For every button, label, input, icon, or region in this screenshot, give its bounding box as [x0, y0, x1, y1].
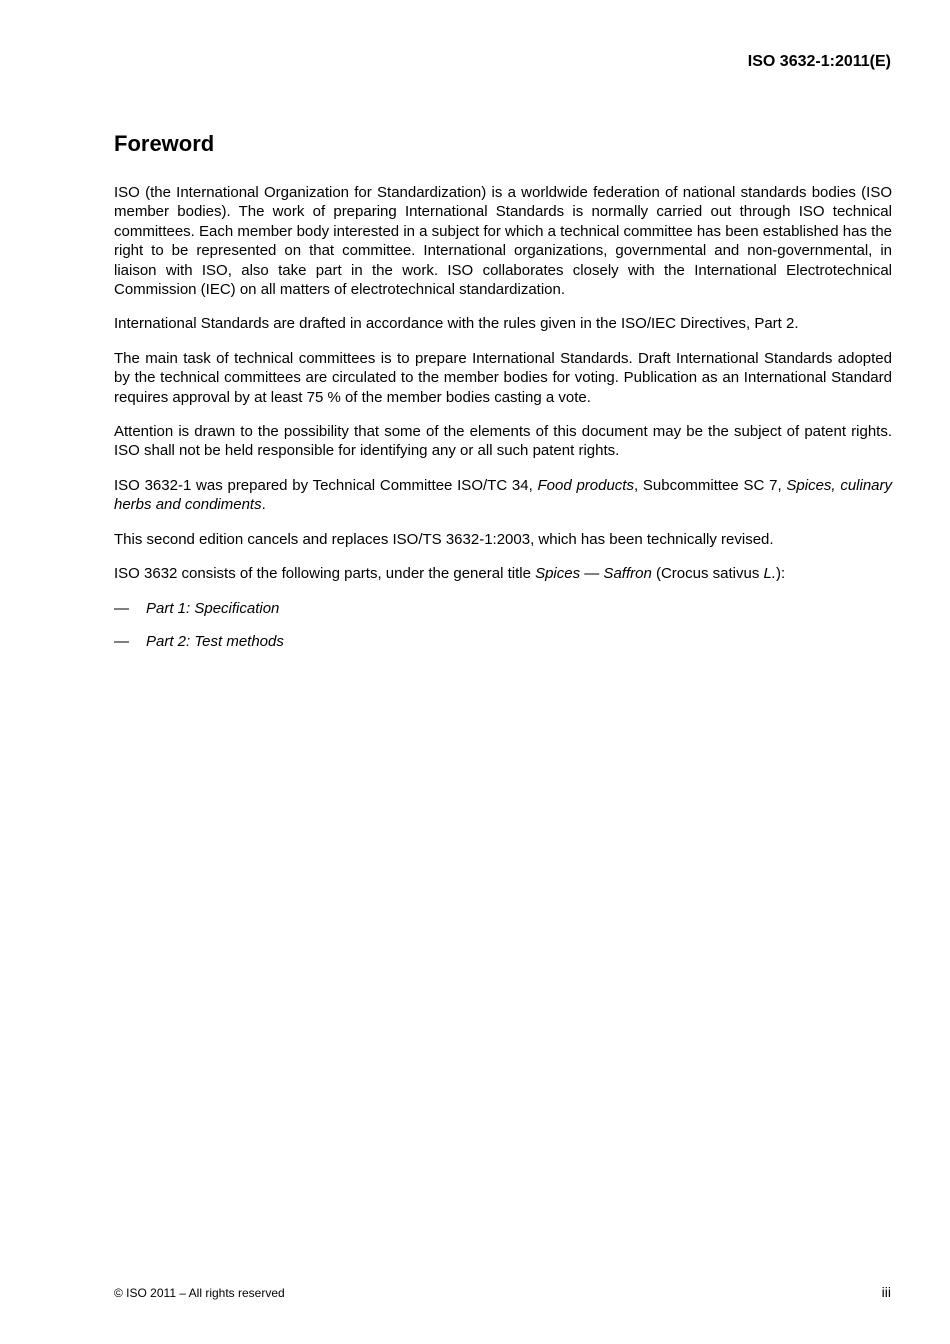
part-title: Part 1: Specification [146, 599, 280, 617]
prepared-by-text-3: . [261, 496, 266, 514]
paragraph-parts-intro [114, 564, 892, 583]
committee-name: Food products [537, 476, 634, 494]
page-number: iii [881, 1284, 891, 1300]
paragraph-patent-notice: Attention is drawn to the possibility that some of the elements of this document may be the subject of patent rights. ISO shall not be held responsible for identifying any or all such patent rights. [114, 423, 892, 460]
copyright-notice: © ISO 2011 – All rights reserved [114, 1286, 285, 1300]
subcommittee-name: Spices, culinary herbs and condiments [114, 476, 893, 514]
foreword-body [114, 183, 892, 665]
prepared-by-text: ISO 3632-1 was prepared by Technical Committee ISO/TC 34, [114, 476, 538, 494]
paragraph-directives: International Standards are drafted in accordance with the rules given in the ISO/IEC Directives, Part 2. [114, 315, 799, 333]
list-item [114, 632, 892, 651]
parts-intro-text-2: (Crocus sativus [651, 565, 764, 583]
paragraph-committee-task: The main task of technical committees is to prepare International Standards. Draft International Standards adopted by the technical committees are circulated to the member bodies for voting. Publication as an International Standard requires approval by at least 75 % of the member bodies casting a vote. [114, 349, 892, 406]
paragraph-prepared-by [114, 476, 892, 515]
list-dash: — [114, 632, 129, 650]
paragraph-edition: This second edition cancels and replaces ISO/TS 3632-1:2003, which has been technically revised. [114, 530, 774, 548]
document-code: ISO 3632-1:2011(E) [747, 53, 891, 70]
parts-intro-text-3: ): [776, 565, 786, 583]
parts-intro-text: ISO 3632 consists of the following parts, under the general title [114, 565, 536, 583]
general-title: Spices — Saffron [535, 565, 652, 583]
paragraph-iso-intro: ISO (the International Organization for Standardization) is a worldwide federation of national standards bodies (ISO member bodies). The work of preparing International Standards is normally carried out through ISO technical committees. Each member body interested in a subject for which a technical committee has been established has the right to be represented on that committee. International organizations, governmental and non-governmental, in liaison with ISO, also take part in the work. ISO collaborates closely with the International Electrotechnical Commission (IEC) on all matters of electrotechnical standardization. [114, 184, 892, 299]
list-item [114, 599, 892, 618]
prepared-by-text-2: , Subcommittee SC 7, [633, 476, 787, 494]
list-dash: — [114, 599, 129, 617]
species-author: L. [763, 565, 777, 583]
part-title: Part 2: Test methods [146, 632, 284, 650]
page-title: Foreword [114, 131, 215, 156]
